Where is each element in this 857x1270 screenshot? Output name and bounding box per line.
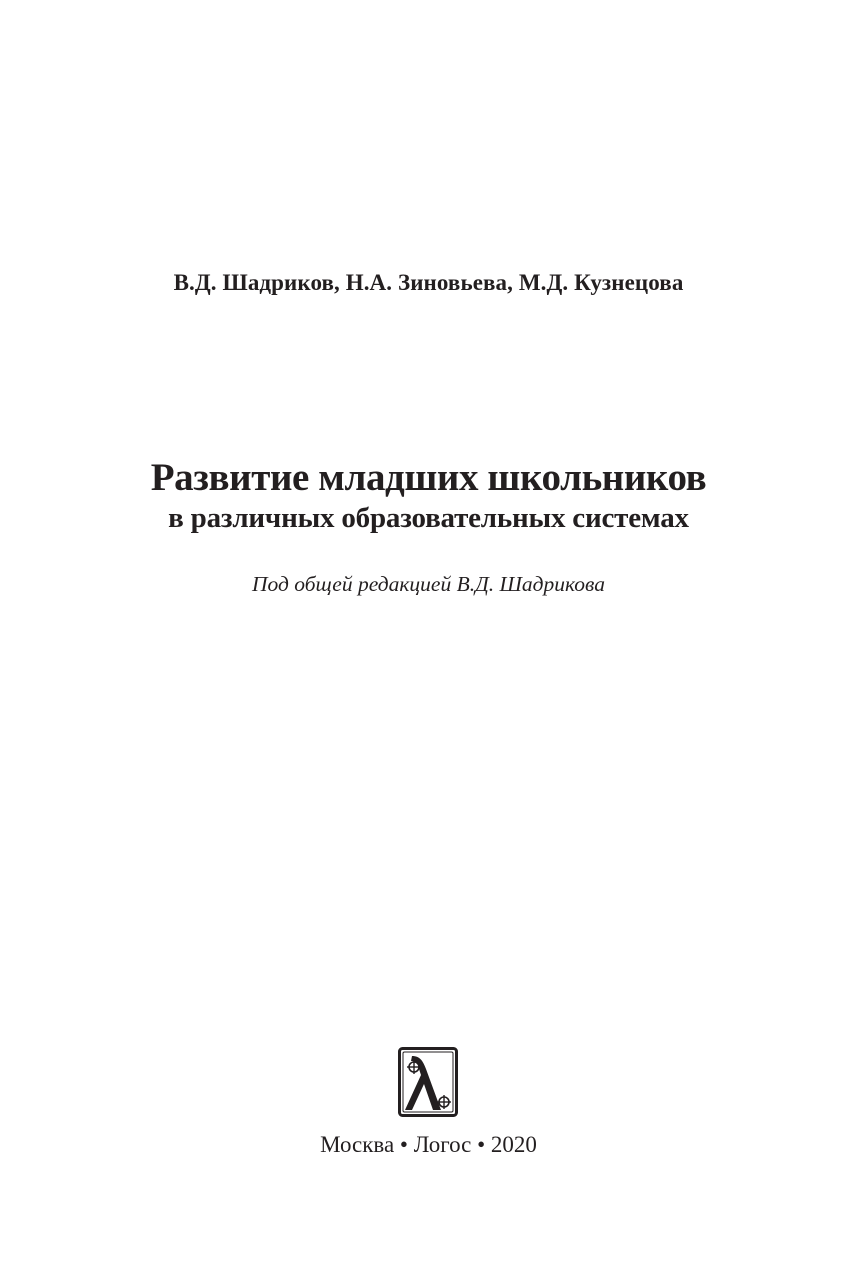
- book-title-subtitle: в различных образовательных системах: [168, 502, 689, 534]
- authors-line: В.Д. Шадриков, Н.А. Зиновьева, М.Д. Кузнецова: [173, 270, 684, 295]
- editor-note: Под общей редакцией В.Д. Шадрикова: [252, 572, 605, 596]
- book-title-main: Развитие младших школьников: [150, 456, 707, 499]
- imprint-line: Москва • Логос • 2020: [320, 1132, 537, 1157]
- lambda-logo-icon: [398, 1047, 458, 1117]
- book-title: [0, 455, 857, 535]
